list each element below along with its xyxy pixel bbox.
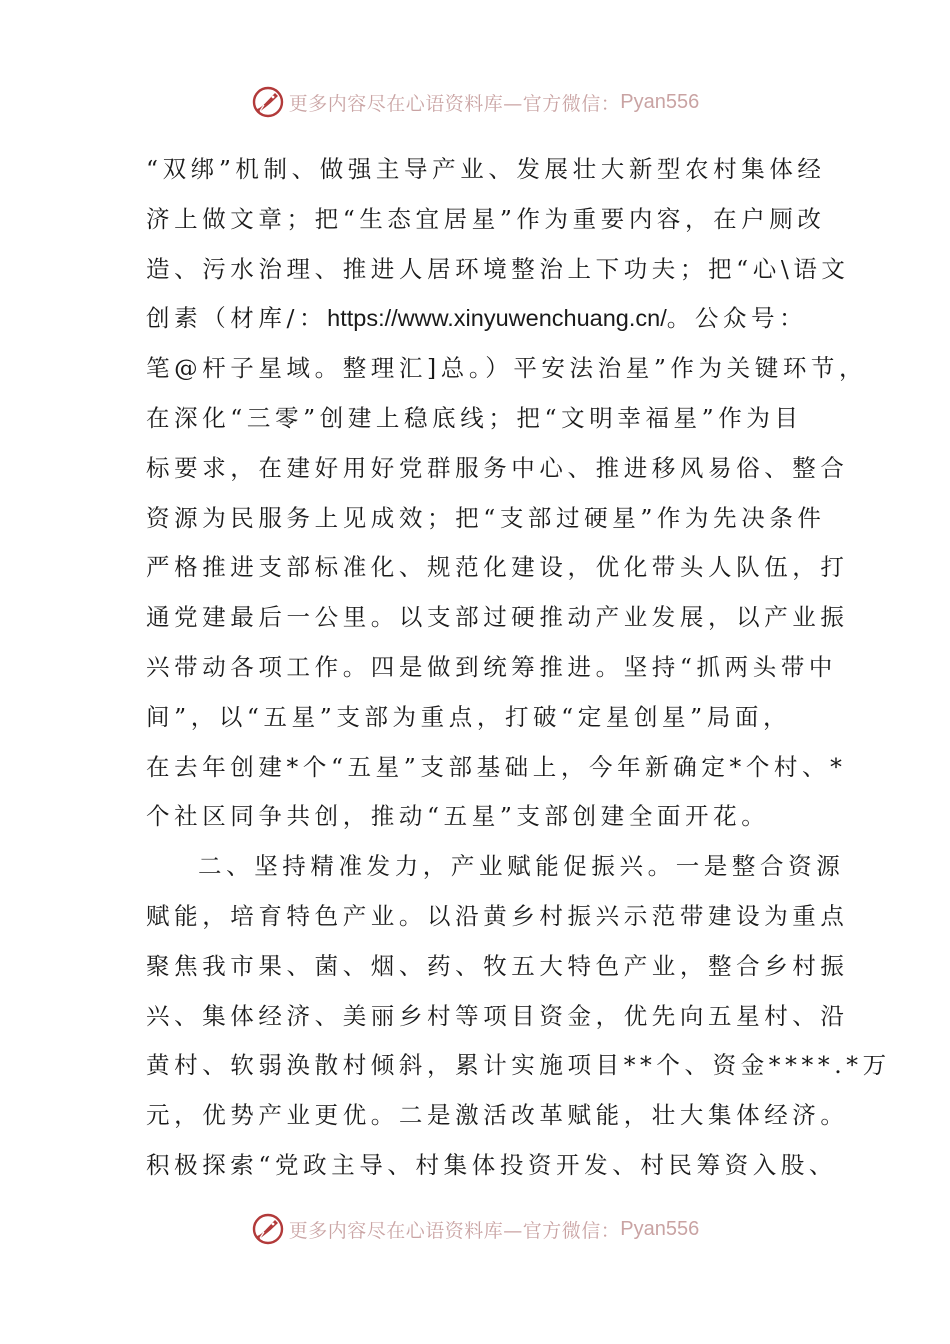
website-url: https://www.xinyuwenchuang.cn/ bbox=[327, 305, 667, 332]
text-line-7: 标要求，在建好用好党群服务中心、推进移风易俗、整合 bbox=[146, 453, 849, 482]
text-line-13: 在去年创建*个“五星”支部基础上，今年新确定*个村、* bbox=[146, 752, 847, 781]
document-body bbox=[146, 145, 891, 1191]
text-line-4-suffix: 。公众号： bbox=[666, 304, 808, 333]
text-line-6: 在深化“三零”创建上稳底线；把“文明幸福星”作为目 bbox=[146, 403, 803, 432]
text-line-5: 笔@杆子星域。整理汇]总。）平安法治星”作为关键环节， bbox=[146, 354, 868, 383]
banner-wechat-id: Pyan556 bbox=[620, 1217, 700, 1240]
banner-text: 更多内容尽在心语资料库—官方微信： bbox=[288, 92, 621, 115]
text-line-4-prefix: 创素（材库/： bbox=[146, 304, 328, 333]
text-line-21: 积极探索“党政主导、村集体投资开发、村民筹资入股、 bbox=[146, 1150, 838, 1179]
banner-text: 更多内容尽在心语资料库—官方微信： bbox=[288, 1219, 621, 1242]
text-line-12: 间”，以“五星”支部为重点，打破“定星创星”局面， bbox=[146, 702, 792, 731]
pen-nib-circle-icon bbox=[251, 85, 285, 119]
text-line-1: “双绑”机制、做强主导产业、发展壮大新型农村集体经 bbox=[146, 155, 826, 183]
text-line-19: 黄村、软弱涣散村倾斜，累计实施项目**个、资金****.*万 bbox=[146, 1051, 891, 1080]
text-line-14: 个社区同争共创，推动“五星”支部创建全面开花。 bbox=[146, 802, 770, 831]
text-line-11: 兴带动各项工作。四是做到统筹推进。坚持“抓两头带中 bbox=[146, 652, 838, 681]
text-line-8: 资源为民服务上见成效；把“支部过硬星”作为先决条件 bbox=[146, 503, 826, 532]
text-line-20: 元，优势产业更优。二是激活改革赋能，壮大集体经济。 bbox=[146, 1101, 849, 1130]
text-line-4 bbox=[146, 294, 816, 344]
text-line-2: 济上做文章；把“生态宜居星”作为重要内容，在户厕改 bbox=[146, 204, 826, 233]
banner-wechat-id: Pyan556 bbox=[620, 90, 700, 113]
text-line-3: 造、污水治理、推进人居环境整治上下功夫；把“心\语文 bbox=[146, 254, 850, 283]
header-watermark-banner bbox=[0, 82, 950, 122]
text-line-10: 通党建最后一公里。以支部过硬推动产业发展，以产业振 bbox=[146, 603, 849, 632]
text-line-9: 严格推进支部标准化、规范化建设，优化带头人队伍，打 bbox=[146, 553, 849, 582]
pen-nib-circle-icon bbox=[251, 1212, 285, 1246]
text-line-17: 聚焦我市果、菌、烟、药、牧五大特色产业，整合乡村振 bbox=[146, 951, 849, 980]
text-line-18: 兴、集体经济、美丽乡村等项目资金，优先向五星村、沿 bbox=[146, 1001, 849, 1030]
footer-watermark-banner bbox=[0, 1209, 950, 1249]
text-line-16: 赋能，培育特色产业。以沿黄乡村振兴示范带建设为重点 bbox=[146, 901, 849, 930]
text-line-15-paragraph-start: 二、坚持精准发力，产业赋能促振兴。一是整合资源 bbox=[198, 852, 845, 881]
